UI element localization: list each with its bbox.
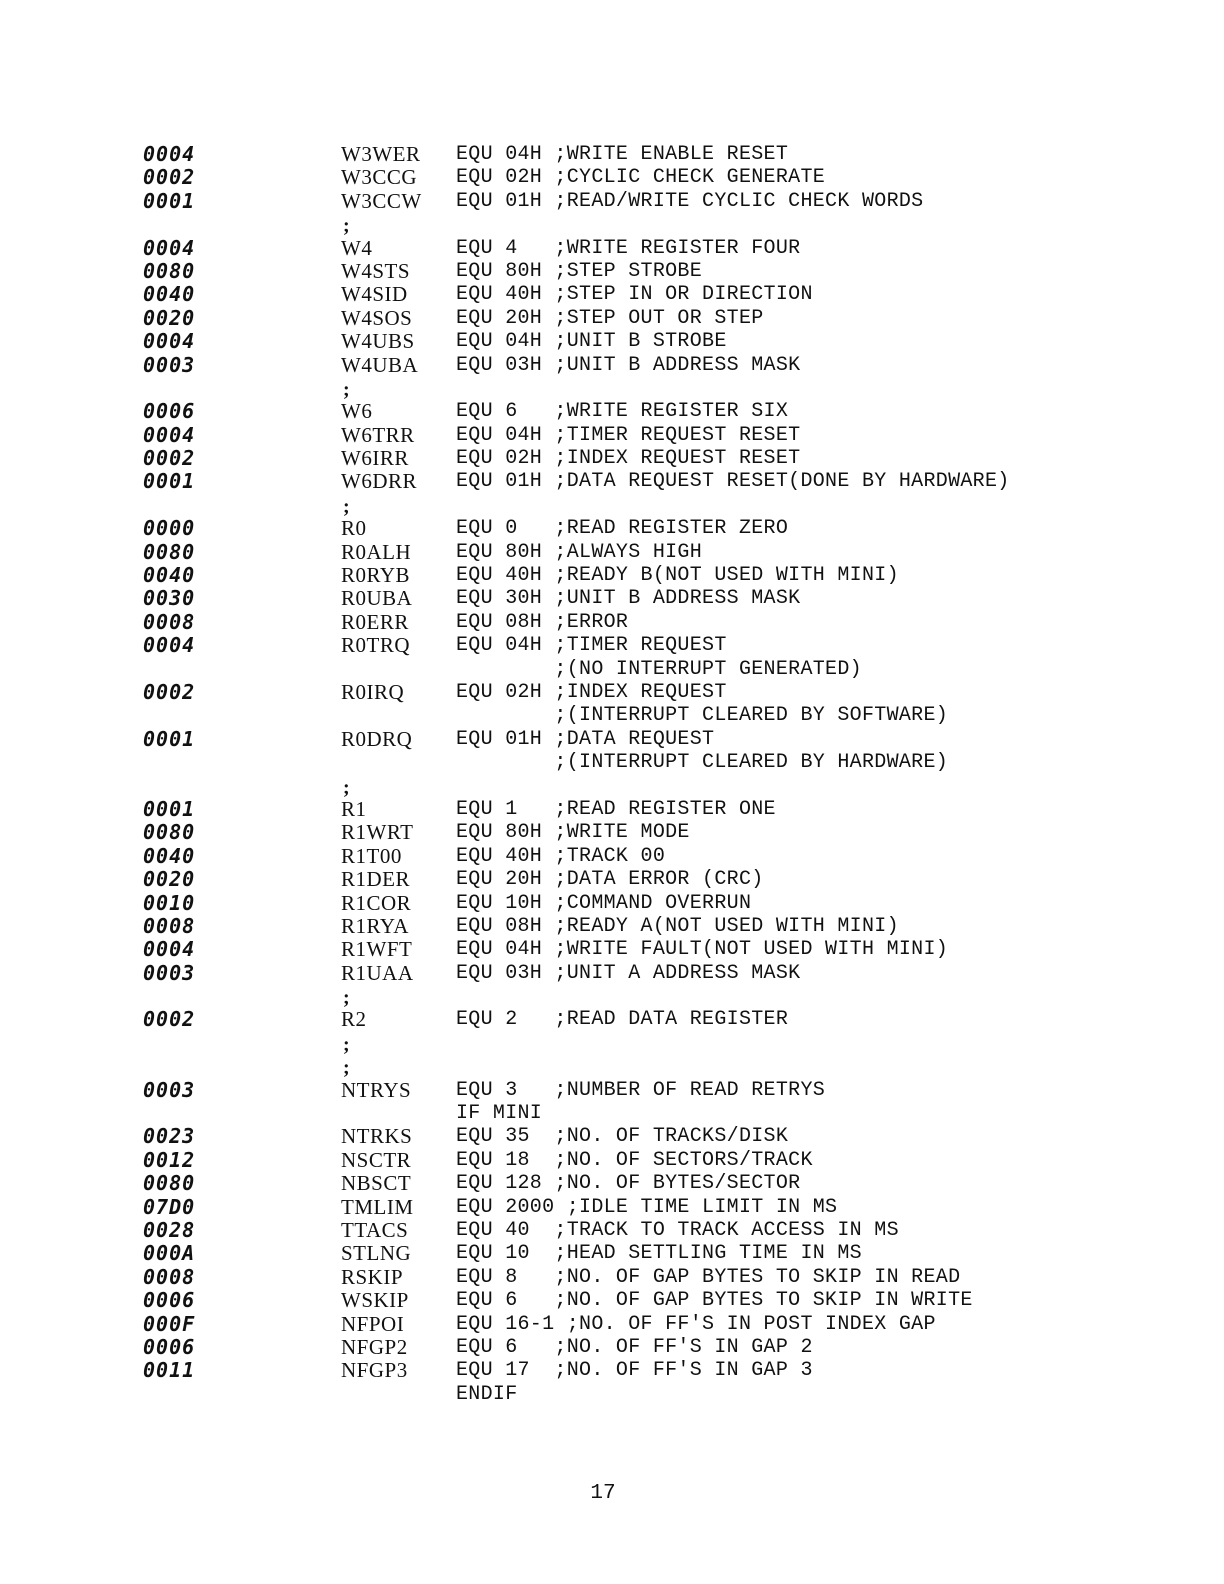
address-value: 0040: [143, 843, 196, 868]
symbol-label: W4SOS: [341, 305, 413, 330]
listing-line: [0, 283, 1224, 306]
symbol-label: NFPOI: [341, 1311, 405, 1336]
listing-line: [0, 938, 1224, 961]
comment-separator: ;: [343, 987, 350, 1010]
address-value: 0006: [143, 1334, 196, 1359]
symbol-label: R1RYA: [341, 913, 409, 938]
symbol-label: R1UAA: [341, 960, 414, 985]
instruction-text: EQU 3 ;NUMBER OF READ RETRYS: [456, 1078, 826, 1102]
symbol-label: W4UBA: [341, 352, 419, 377]
listing-line: [0, 470, 1224, 493]
instruction-text: EQU 04H ;UNIT B STROBE: [456, 330, 727, 354]
symbol-label: TTACS: [341, 1217, 409, 1242]
instruction-text: EQU 1 ;READ REGISTER ONE: [456, 797, 776, 821]
symbol-label: W4SID: [341, 282, 408, 307]
symbol-label: R0UBA: [341, 586, 413, 611]
instruction-text: EQU 40H ;STEP IN OR DIRECTION: [456, 283, 813, 307]
symbol-label: W6TRR: [341, 422, 415, 447]
address-value: 0004: [143, 142, 196, 166]
listing-line: [0, 1102, 1224, 1125]
symbol-label: NFGP2: [341, 1334, 408, 1359]
listing-line: [0, 634, 1224, 657]
symbol-label: R0ALH: [341, 539, 412, 564]
listing-line: [0, 377, 1224, 400]
comment-separator: ;: [343, 1033, 350, 1056]
symbol-label: R0IRQ: [341, 679, 405, 704]
instruction-text: EQU 40 ;TRACK TO TRACK ACCESS IN MS: [456, 1218, 899, 1242]
address-value: 0008: [143, 609, 196, 634]
address-value: 0020: [143, 867, 196, 892]
address-value: 0001: [143, 188, 196, 213]
instruction-text: EQU 03H ;UNIT A ADDRESS MASK: [456, 961, 801, 985]
address-value: 0001: [143, 796, 196, 821]
address-value: 0004: [143, 633, 196, 658]
listing-line: [0, 798, 1224, 821]
listing-line: [0, 1313, 1224, 1336]
comment-separator: ;: [343, 378, 350, 401]
instruction-text: EQU 40H ;READY B(NOT USED WITH MINI): [456, 564, 899, 588]
symbol-label: R0RYB: [341, 563, 411, 588]
instruction-text: EQU 02H ;CYCLIC CHECK GENERATE: [456, 166, 826, 190]
instruction-text: EQU 0 ;READ REGISTER ZERO: [456, 517, 789, 541]
instruction-text: EQU 20H ;STEP OUT OR STEP: [456, 306, 764, 330]
symbol-label: R0TRQ: [341, 633, 411, 658]
symbol-label: R0: [341, 516, 367, 541]
address-value: 0006: [143, 399, 196, 424]
address-value: 0003: [143, 960, 196, 985]
instruction-text: EQU 80H ;STEP STROBE: [456, 259, 703, 283]
listing-line: [0, 868, 1224, 891]
symbol-label: W3CCW: [341, 188, 422, 213]
listing-line: [0, 307, 1224, 330]
address-value: 0028: [143, 1217, 196, 1242]
symbol-label: R2: [341, 1007, 367, 1032]
symbol-label: NBSCT: [341, 1171, 412, 1196]
listing-line: [0, 728, 1224, 751]
address-value: 0000: [143, 516, 196, 541]
address-value: 0002: [143, 165, 196, 190]
listing-line: [0, 564, 1224, 587]
address-value: 0003: [143, 352, 196, 377]
listing-line: [0, 1242, 1224, 1265]
instruction-text: EQU 20H ;DATA ERROR (CRC): [456, 868, 764, 892]
instruction-text: EQU 6 ;NO. OF GAP BYTES TO SKIP IN WRITE: [456, 1289, 973, 1313]
instruction-text: EQU 04H ;TIMER REQUEST RESET: [456, 423, 801, 447]
instruction-text: EQU 10H ;COMMAND OVERRUN: [456, 891, 752, 915]
listing-line: [0, 1336, 1224, 1359]
listing-line: [0, 751, 1224, 774]
listing-line: [0, 821, 1224, 844]
assembly-listing: [0, 143, 1224, 1406]
address-value: 0080: [143, 539, 196, 564]
listing-line: [0, 775, 1224, 798]
listing-line: [0, 658, 1224, 681]
listing-line: [0, 1359, 1224, 1382]
listing-line: [0, 681, 1224, 704]
symbol-label: R1WRT: [341, 820, 414, 845]
address-value: 0004: [143, 329, 196, 354]
address-value: 0080: [143, 820, 196, 845]
symbol-label: W4UBS: [341, 329, 415, 354]
instruction-text: ;(NO INTERRUPT GENERATED): [456, 657, 862, 681]
instruction-text: EQU 30H ;UNIT B ADDRESS MASK: [456, 587, 801, 611]
listing-line: [0, 587, 1224, 610]
address-value: 0080: [143, 258, 196, 283]
symbol-label: NTRKS: [341, 1124, 413, 1149]
address-value: 0003: [143, 1077, 196, 1102]
symbol-label: STLNG: [341, 1241, 412, 1266]
address-value: 0080: [143, 1171, 196, 1196]
instruction-text: ENDIF: [456, 1382, 518, 1406]
instruction-text: EQU 10 ;HEAD SETTLING TIME IN MS: [456, 1242, 862, 1266]
listing-line: [0, 517, 1224, 540]
listing-line: [0, 892, 1224, 915]
instruction-text: EQU 6 ;NO. OF FF'S IN GAP 2: [456, 1335, 813, 1359]
listing-line: [0, 1383, 1224, 1406]
listing-line: [0, 1219, 1224, 1242]
listing-line: [0, 260, 1224, 283]
listing-line: [0, 611, 1224, 634]
instruction-text: EQU 01H ;DATA REQUEST: [456, 727, 715, 751]
symbol-label: W6IRR: [341, 446, 409, 471]
listing-line: [0, 354, 1224, 377]
instruction-text: EQU 2000 ;IDLE TIME LIMIT IN MS: [456, 1195, 838, 1219]
instruction-text: EQU 4 ;WRITE REGISTER FOUR: [456, 236, 801, 260]
address-value: 0020: [143, 305, 196, 330]
address-value: 0004: [143, 422, 196, 447]
listing-line: [0, 704, 1224, 727]
listing-line: [0, 962, 1224, 985]
instruction-text: EQU 8 ;NO. OF GAP BYTES TO SKIP IN READ: [456, 1265, 961, 1289]
address-value: 000A: [143, 1241, 196, 1266]
symbol-label: WSKIP: [341, 1288, 409, 1313]
listing-line: [0, 845, 1224, 868]
address-value: 0040: [143, 282, 196, 307]
listing-line: [0, 447, 1224, 470]
listing-line: [0, 1008, 1224, 1031]
listing-line: [0, 1172, 1224, 1195]
instruction-text: EQU 01H ;DATA REQUEST RESET(DONE BY HARDWARE): [456, 470, 1010, 494]
symbol-label: NSCTR: [341, 1147, 412, 1172]
listing-line: [0, 985, 1224, 1008]
symbol-label: W3CCG: [341, 165, 417, 190]
comment-separator: ;: [343, 495, 350, 518]
address-value: 07D0: [143, 1194, 196, 1219]
symbol-label: R1DER: [341, 867, 411, 892]
listing-line: [0, 1032, 1224, 1055]
listing-line: [0, 915, 1224, 938]
address-value: 0010: [143, 890, 196, 915]
symbol-label: R1COR: [341, 890, 412, 915]
symbol-label: W3WER: [341, 142, 421, 166]
symbol-label: W6: [341, 399, 373, 424]
instruction-text: EQU 08H ;ERROR: [456, 610, 629, 634]
instruction-text: EQU 04H ;WRITE FAULT(NOT USED WITH MINI): [456, 938, 949, 962]
address-value: 0008: [143, 913, 196, 938]
address-value: 0004: [143, 235, 196, 260]
listing-line: [0, 1149, 1224, 1172]
instruction-text: EQU 17 ;NO. OF FF'S IN GAP 3: [456, 1359, 813, 1383]
comment-separator: ;: [343, 215, 350, 238]
symbol-label: RSKIP: [341, 1264, 404, 1289]
symbol-label: W4STS: [341, 258, 411, 283]
address-value: 000F: [143, 1311, 196, 1336]
listing-line: [0, 1196, 1224, 1219]
symbol-label: TMLIM: [341, 1194, 414, 1219]
listing-line: [0, 213, 1224, 236]
symbol-label: R1WFT: [341, 937, 413, 962]
address-value: 0001: [143, 469, 196, 494]
instruction-text: IF MINI: [456, 1102, 543, 1126]
address-value: 0030: [143, 586, 196, 611]
instruction-text: EQU 40H ;TRACK 00: [456, 844, 666, 868]
instruction-text: EQU 02H ;INDEX REQUEST RESET: [456, 447, 801, 471]
address-value: 0004: [143, 937, 196, 962]
symbol-label: R0DRQ: [341, 726, 413, 751]
listing-line: [0, 166, 1224, 189]
instruction-text: EQU 02H ;INDEX REQUEST: [456, 680, 727, 704]
instruction-text: EQU 128 ;NO. OF BYTES/SECTOR: [456, 1172, 801, 1196]
listing-line: [0, 1289, 1224, 1312]
instruction-text: EQU 6 ;WRITE REGISTER SIX: [456, 400, 789, 424]
address-value: 0002: [143, 446, 196, 471]
comment-separator: ;: [343, 1057, 350, 1080]
address-value: 0012: [143, 1147, 196, 1172]
symbol-label: W6DRR: [341, 469, 417, 494]
page-number: 17: [590, 1482, 616, 1505]
listing-line: [0, 424, 1224, 447]
instruction-text: EQU 04H ;WRITE ENABLE RESET: [456, 143, 789, 166]
listing-line: [0, 400, 1224, 423]
listing-line: [0, 330, 1224, 353]
instruction-text: ;(INTERRUPT CLEARED BY HARDWARE): [456, 751, 949, 775]
listing-line: [0, 237, 1224, 260]
symbol-label: W4: [341, 235, 373, 260]
address-value: 0002: [143, 1007, 196, 1032]
instruction-text: EQU 16-1 ;NO. OF FF'S IN POST INDEX GAP: [456, 1312, 936, 1336]
instruction-text: EQU 80H ;ALWAYS HIGH: [456, 540, 703, 564]
instruction-text: EQU 01H ;READ/WRITE CYCLIC CHECK WORDS: [456, 189, 924, 213]
symbol-label: R1T00: [341, 843, 402, 868]
instruction-text: EQU 04H ;TIMER REQUEST: [456, 634, 727, 658]
listing-line: [0, 1079, 1224, 1102]
symbol-label: NFGP3: [341, 1358, 408, 1383]
instruction-text: EQU 2 ;READ DATA REGISTER: [456, 1008, 789, 1032]
listing-line: [0, 143, 1224, 166]
instruction-text: ;(INTERRUPT CLEARED BY SOFTWARE): [456, 704, 949, 728]
instruction-text: EQU 80H ;WRITE MODE: [456, 821, 690, 845]
address-value: 0006: [143, 1288, 196, 1313]
listing-line: [0, 494, 1224, 517]
symbol-label: R0ERR: [341, 609, 409, 634]
instruction-text: EQU 35 ;NO. OF TRACKS/DISK: [456, 1125, 789, 1149]
address-value: 0023: [143, 1124, 196, 1149]
comment-separator: ;: [343, 776, 350, 799]
address-value: 0011: [143, 1358, 196, 1383]
address-value: 0001: [143, 726, 196, 751]
symbol-label: NTRYS: [341, 1077, 412, 1102]
address-value: 0008: [143, 1264, 196, 1289]
instruction-text: EQU 18 ;NO. OF SECTORS/TRACK: [456, 1148, 813, 1172]
listing-line: [0, 541, 1224, 564]
symbol-label: R1: [341, 796, 367, 821]
listing-line: [0, 1125, 1224, 1148]
listing-line: [0, 190, 1224, 213]
address-value: 0040: [143, 563, 196, 588]
instruction-text: EQU 03H ;UNIT B ADDRESS MASK: [456, 353, 801, 377]
listing-line: [0, 1055, 1224, 1078]
listing-line: [0, 1266, 1224, 1289]
address-value: 0002: [143, 679, 196, 704]
instruction-text: EQU 08H ;READY A(NOT USED WITH MINI): [456, 914, 899, 938]
